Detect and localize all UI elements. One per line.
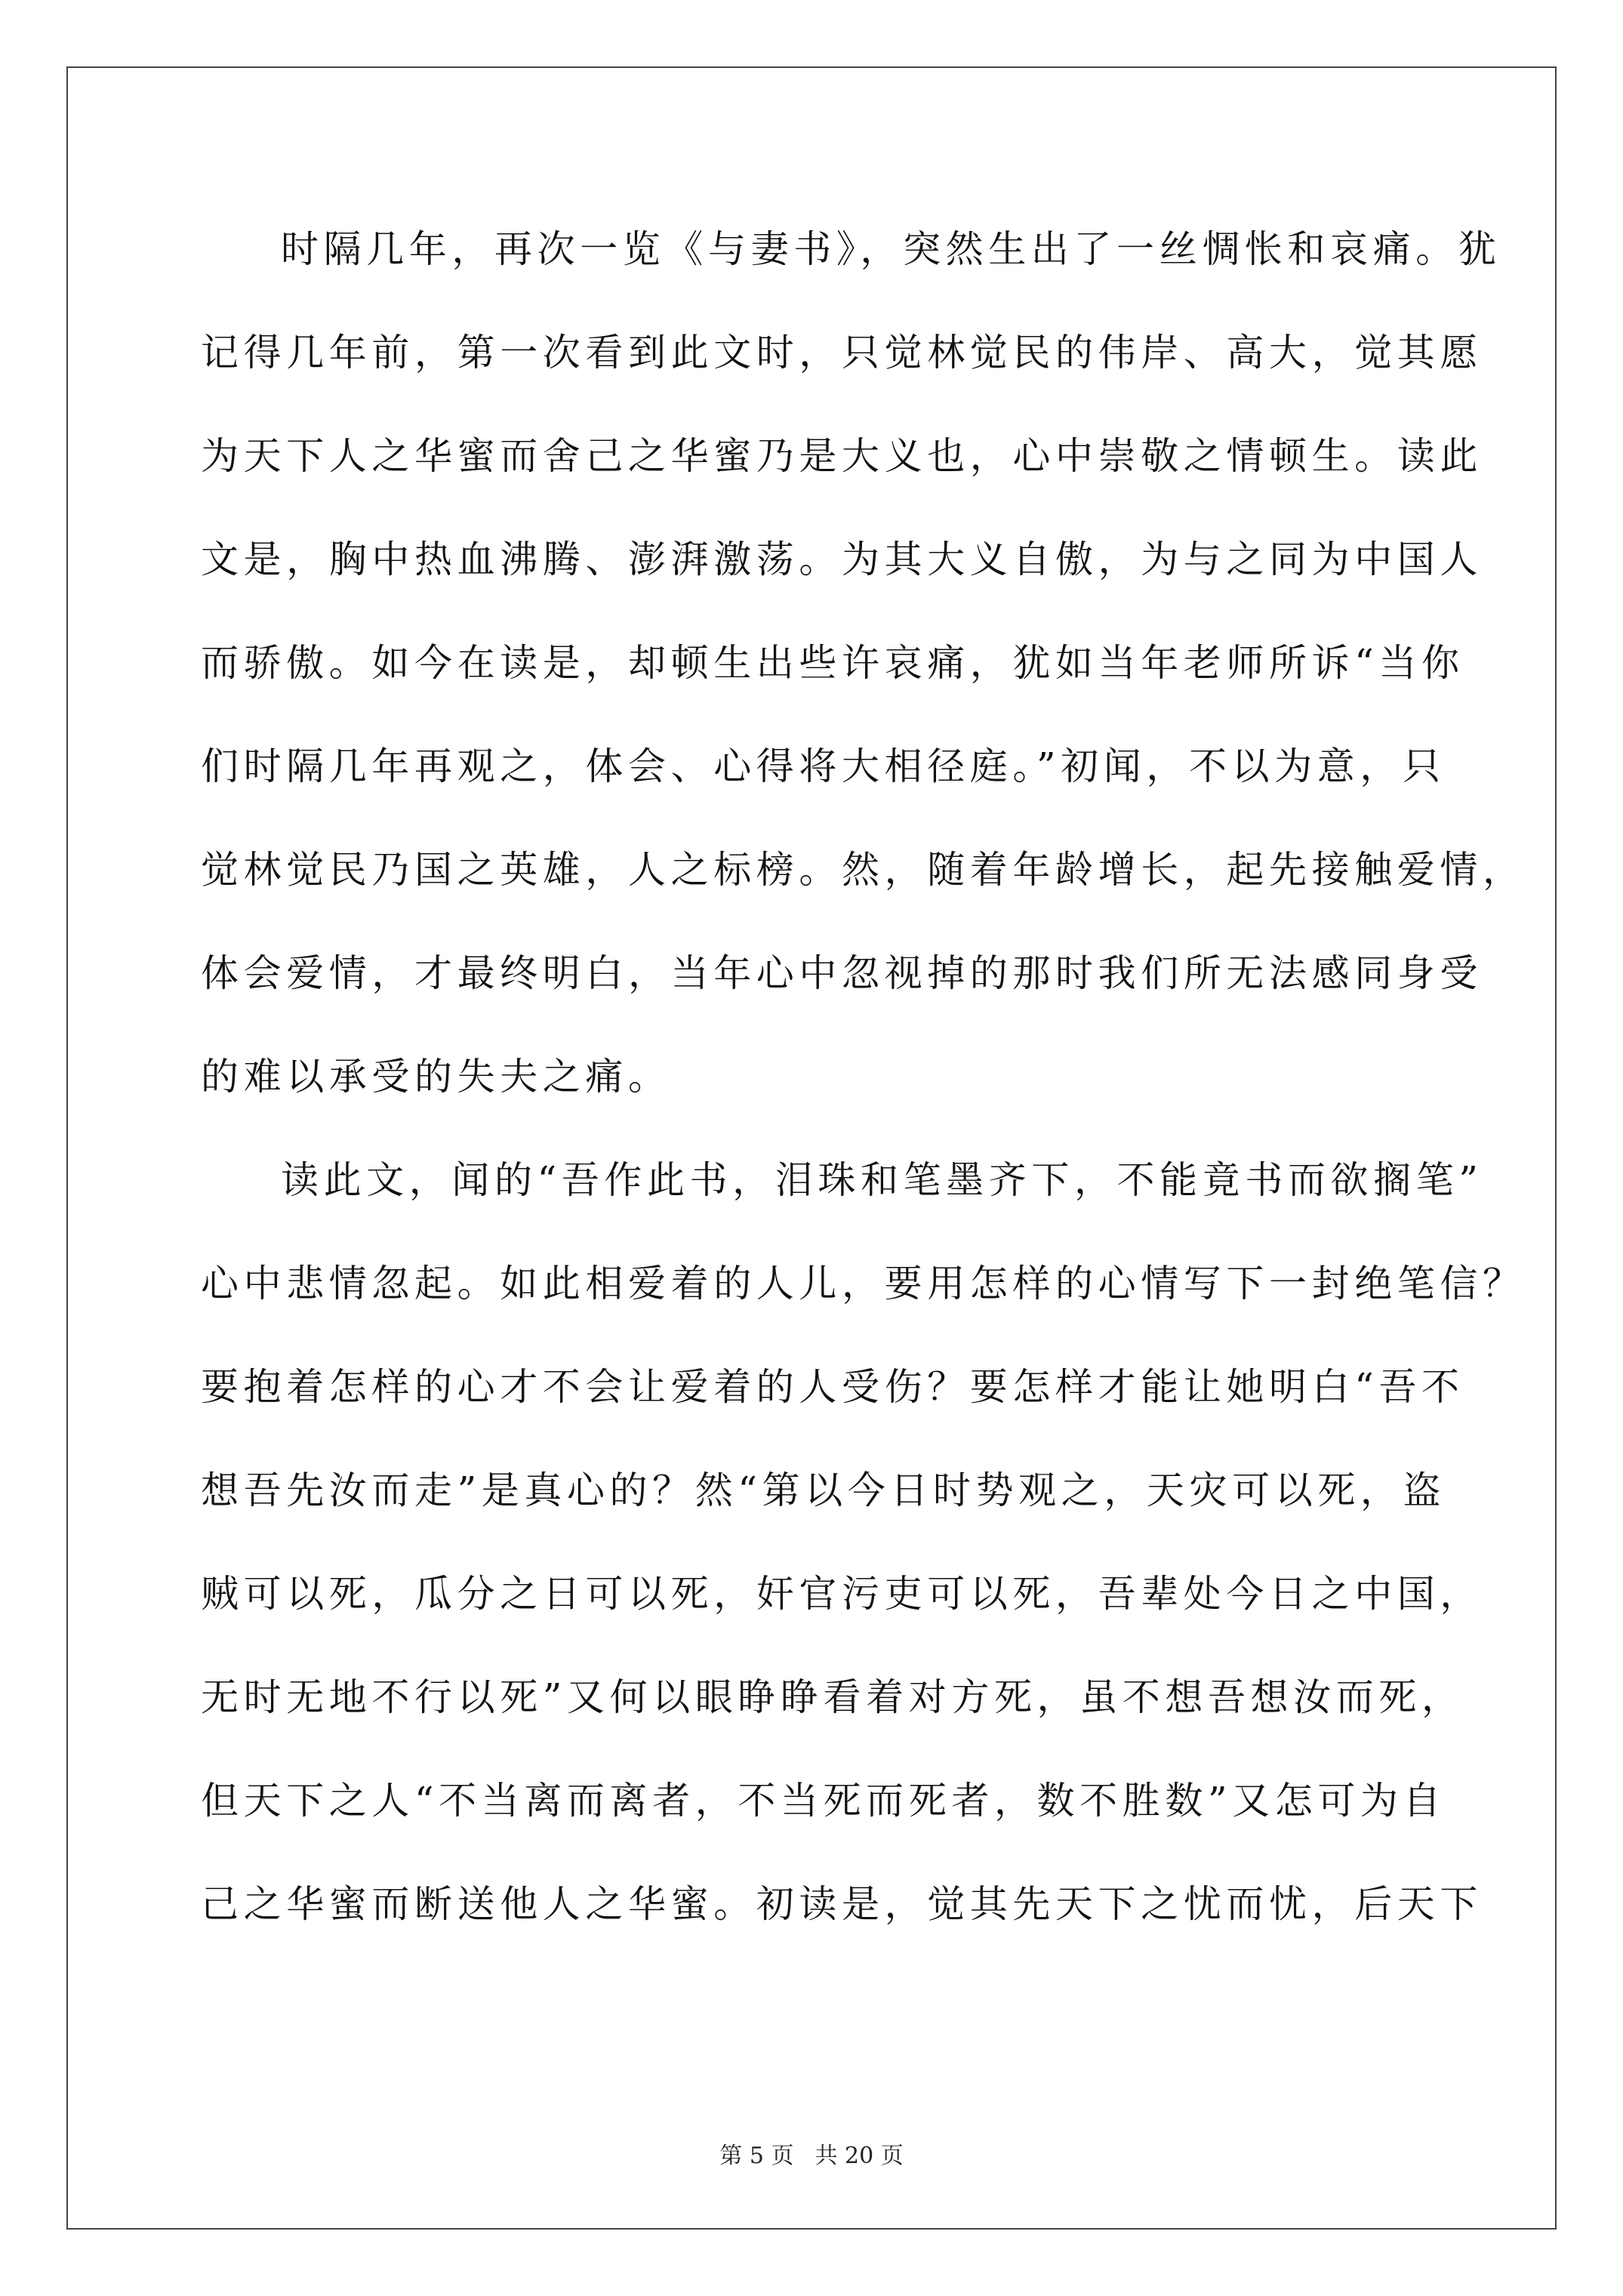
paragraph-2-line-7: 但天下之人“不当离而离者，不当死而死者，数不胜数”又怎可为自	[201, 1779, 1446, 1823]
paragraph-2-line-3: 要抱着怎样的心才不会让爱着的人受伤？要怎样才能让她明白“吾不	[201, 1365, 1464, 1409]
paragraph-1-line-3: 为天下人之华蜜而舍己之华蜜乃是大义也，心中崇敬之情顿生。读此	[201, 434, 1483, 478]
paragraph-1-line-2: 记得几年前，第一次看到此文时，只觉林觉民的伟岸、高大，觉其愿	[201, 331, 1483, 374]
paragraph-1-line-4: 文是，胸中热血沸腾、澎湃激荡。为其大义自傲，为与之同为中国人	[201, 538, 1483, 581]
paragraph-1-line-5: 而骄傲。如今在读是，却顿生出些许哀痛，犹如当年老师所诉“当你	[201, 641, 1464, 685]
paragraph-1-line-7: 觉林觉民乃国之英雄，人之标榜。然，随着年龄增长，起先接触爱情，	[201, 848, 1526, 892]
paragraph-2-line-6: 无时无地不行以死”又何以眼睁睁看着对方死，虽不想吾想汝而死，	[201, 1675, 1464, 1719]
paragraph-1-line-8: 体会爱情，才最终明白，当年心中忽视掉的那时我们所无法感同身受	[201, 951, 1483, 995]
paragraph-1-line-9: 的难以承受的失夫之痛。	[201, 1055, 671, 1099]
paragraph-2-line-2: 心中悲情忽起。如此相爱着的人儿，要用怎样的心情写下一封绝笔信？	[201, 1262, 1526, 1305]
page-total: 共 20 页	[815, 2143, 904, 2169]
paragraph-2-line-1: 读此文，闻的“吾作此书，泪珠和笔墨齐下，不能竟书而欲搁笔”	[281, 1158, 1483, 1202]
page-footer	[0, 2143, 1623, 2170]
paragraph-1-line-1: 时隔几年，再次一览《与妻书》，突然生出了一丝惆怅和哀痛。犹	[281, 227, 1501, 271]
paragraph-2-line-8: 己之华蜜而断送他人之华蜜。初读是，觉其先天下之忧而忧，后天下	[201, 1882, 1483, 1926]
paragraph-2-line-4: 想吾先汝而走”是真心的？然“第以今日时势观之，天灾可以死，盗	[201, 1469, 1446, 1512]
paragraph-1-line-6: 们时隔几年再观之，体会、心得将大相径庭。”初闻，不以为意，只	[201, 744, 1446, 788]
page-number: 第 5 页	[719, 2143, 794, 2169]
paragraph-2-line-5: 贼可以死，瓜分之日可以死，奸官污吏可以死，吾辈处今日之中国，	[201, 1572, 1483, 1616]
